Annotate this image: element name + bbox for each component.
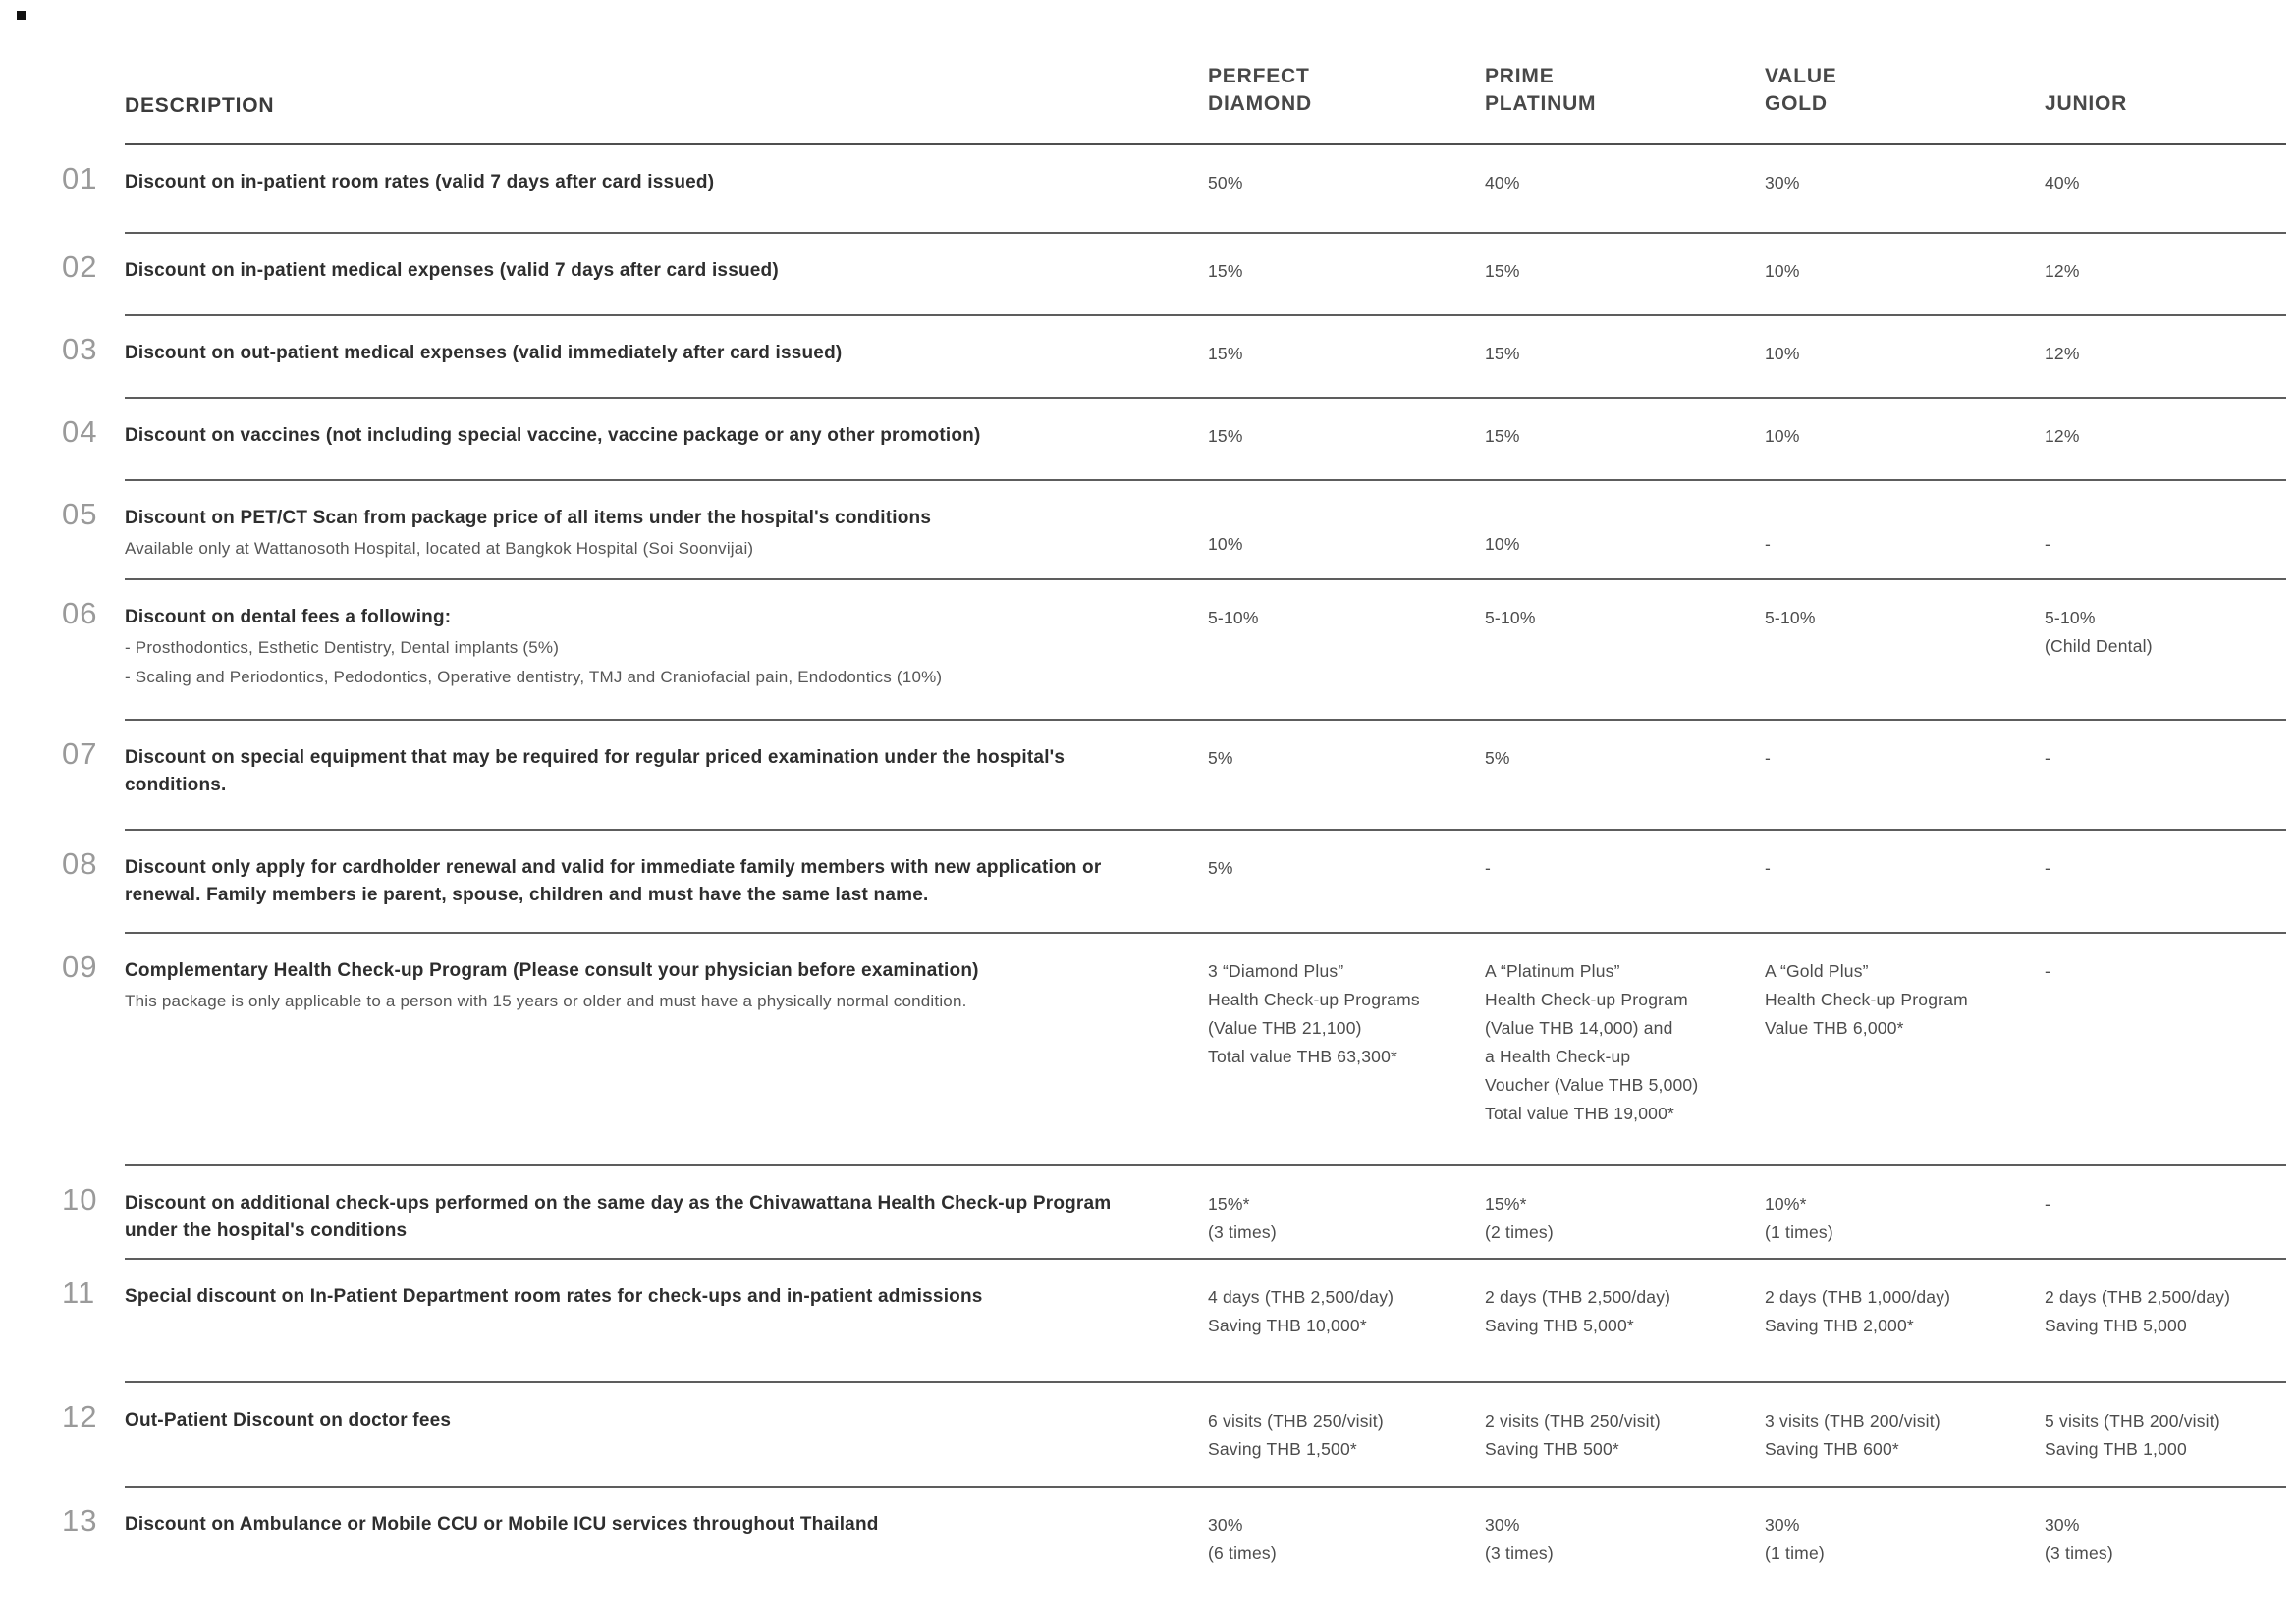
value-line: - bbox=[1485, 858, 1492, 878]
value-line: Health Check-up Program bbox=[1765, 990, 1968, 1009]
tier-value-cell-junior bbox=[2045, 505, 2286, 578]
value-line: (Child Dental) bbox=[2045, 636, 2153, 656]
row-subtext: - Prosthodontics, Esthetic Dentistry, Dental implants (5%) bbox=[125, 638, 560, 657]
value-line: Saving THB 1,000 bbox=[2045, 1439, 2187, 1459]
value-line: Health Check-up Program bbox=[1485, 990, 1688, 1009]
value-line: 5-10% bbox=[1765, 608, 1816, 627]
description-cell bbox=[62, 332, 1208, 397]
tier-value-cell-perfect-diamond bbox=[1208, 422, 1485, 479]
value-line: - bbox=[2045, 961, 2051, 981]
row-description: Out-Patient Discount on doctor fees bbox=[125, 1410, 452, 1431]
value-line: - bbox=[2045, 534, 2051, 554]
tier-value-cell-junior bbox=[2045, 854, 2286, 932]
tier-value-cell-value-gold bbox=[1765, 169, 2045, 232]
value-line: 5-10% bbox=[1485, 608, 1536, 627]
tier-value-cell-prime-platinum bbox=[1485, 854, 1765, 932]
tier-value-cell-perfect-diamond bbox=[1208, 854, 1485, 932]
tier-value-cell-junior bbox=[2045, 744, 2286, 829]
tier-value-cell-junior bbox=[2045, 340, 2286, 397]
table-row bbox=[62, 481, 2286, 580]
value-line: (Value THB 14,000) and bbox=[1485, 1018, 1673, 1038]
value-line: 30% bbox=[1485, 1515, 1520, 1535]
tier-value-cell-junior bbox=[2045, 1407, 2286, 1486]
value-line: 3 visits (THB 200/visit) bbox=[1765, 1411, 1941, 1431]
row-description: Complementary Health Check-up Program (Please consult your physician before examination) bbox=[125, 960, 979, 981]
row-description: Discount on in-patient room rates (valid 7 days after card issued) bbox=[125, 172, 715, 192]
row-description: Discount on in-patient medical expenses (valid 7 days after card issued) bbox=[125, 260, 779, 281]
tier-value-cell-junior bbox=[2045, 957, 2286, 1164]
value-line: 2 days (THB 2,500/day) bbox=[1485, 1287, 1671, 1307]
row-number: 13 bbox=[62, 1503, 98, 1538]
tier-value-cell-perfect-diamond bbox=[1208, 1511, 1485, 1615]
description-cell bbox=[62, 949, 1208, 1164]
tier-value-cell-value-gold bbox=[1765, 1190, 2045, 1258]
value-line: 30% bbox=[1765, 1515, 1800, 1535]
description-cell bbox=[62, 161, 1208, 232]
tier-value-cell-perfect-diamond bbox=[1208, 1190, 1485, 1258]
tier-header-value-gold: VALUE GOLD bbox=[1765, 65, 1837, 115]
description-cell bbox=[62, 497, 1208, 578]
table-row bbox=[62, 721, 2286, 831]
table-row bbox=[62, 934, 2286, 1166]
value-line: 15%* bbox=[1208, 1194, 1250, 1214]
table-row bbox=[62, 316, 2286, 399]
value-line: 3 “Diamond Plus” bbox=[1208, 961, 1344, 981]
value-line: Saving THB 600* bbox=[1765, 1439, 1899, 1459]
tier-header-junior: JUNIOR bbox=[2045, 92, 2128, 115]
value-line: 12% bbox=[2045, 261, 2080, 281]
table-row bbox=[62, 1260, 2286, 1383]
table-row bbox=[62, 580, 2286, 721]
value-line: A “Platinum Plus” bbox=[1485, 961, 1620, 981]
row-description: Special discount on In-Patient Department room rates for check-ups and in-patient admissions bbox=[125, 1286, 983, 1307]
value-line: 5-10% bbox=[1208, 608, 1259, 627]
table-header-row bbox=[125, 0, 2286, 145]
tier-value-cell-prime-platinum bbox=[1485, 257, 1765, 314]
row-number: 06 bbox=[62, 596, 98, 630]
tier-value-cell-value-gold bbox=[1765, 854, 2045, 932]
value-line: Saving THB 5,000 bbox=[2045, 1316, 2187, 1335]
value-line: 5% bbox=[1485, 748, 1510, 768]
tier-value-cell-perfect-diamond bbox=[1208, 257, 1485, 314]
value-line: (6 times) bbox=[1208, 1543, 1277, 1563]
value-line: 10% bbox=[1208, 534, 1243, 554]
row-number: 07 bbox=[62, 736, 98, 771]
print-corner-mark bbox=[17, 11, 26, 20]
value-line: 2 days (THB 2,500/day) bbox=[2045, 1287, 2231, 1307]
description-cell bbox=[62, 846, 1208, 932]
tier-value-cell-value-gold bbox=[1765, 744, 2045, 829]
table-row bbox=[62, 1488, 2286, 1615]
value-line: Saving THB 1,500* bbox=[1208, 1439, 1357, 1459]
tier-value-cell-value-gold bbox=[1765, 1283, 2045, 1381]
tier-value-cell-junior bbox=[2045, 422, 2286, 479]
value-line: 5-10% bbox=[2045, 608, 2096, 627]
value-line: 30% bbox=[2045, 1515, 2080, 1535]
tier-value-cell-perfect-diamond bbox=[1208, 604, 1485, 719]
value-line: Saving THB 10,000* bbox=[1208, 1316, 1367, 1335]
table-row bbox=[62, 145, 2286, 234]
value-line: (Value THB 21,100) bbox=[1208, 1018, 1362, 1038]
description-cell bbox=[62, 1275, 1208, 1381]
row-number: 02 bbox=[62, 249, 98, 284]
value-line: 5% bbox=[1208, 858, 1233, 878]
value-line: 40% bbox=[1485, 173, 1520, 192]
tier-value-cell-prime-platinum bbox=[1485, 169, 1765, 232]
tier-header-perfect-diamond: PERFECT DIAMOND bbox=[1208, 65, 1312, 115]
value-line: 4 days (THB 2,500/day) bbox=[1208, 1287, 1394, 1307]
tier-value-cell-value-gold bbox=[1765, 422, 2045, 479]
row-description: Discount on vaccines (not including special vaccine, vaccine package or any other promotion) bbox=[125, 425, 981, 446]
value-line: - bbox=[2045, 858, 2051, 878]
value-line: 5 visits (THB 200/visit) bbox=[2045, 1411, 2220, 1431]
table-row bbox=[62, 831, 2286, 934]
value-line: - bbox=[1765, 858, 1772, 878]
table-row bbox=[62, 234, 2286, 316]
value-line: Total value THB 63,300* bbox=[1208, 1047, 1398, 1066]
tier-value-cell-junior bbox=[2045, 604, 2286, 719]
value-line: 15% bbox=[1208, 344, 1243, 363]
tier-value-cell-prime-platinum bbox=[1485, 604, 1765, 719]
tier-value-cell-perfect-diamond bbox=[1208, 744, 1485, 829]
value-line: 15%* bbox=[1485, 1194, 1527, 1214]
tier-value-cell-prime-platinum bbox=[1485, 1511, 1765, 1615]
value-line: (2 times) bbox=[1485, 1222, 1554, 1242]
description-cell bbox=[62, 736, 1208, 829]
tier-value-cell-prime-platinum bbox=[1485, 1283, 1765, 1381]
tier-value-cell-prime-platinum bbox=[1485, 1190, 1765, 1258]
value-line: a Health Check-up bbox=[1485, 1047, 1631, 1066]
value-line: 30% bbox=[1208, 1515, 1243, 1535]
value-line: - bbox=[2045, 1194, 2051, 1214]
tier-value-cell-perfect-diamond bbox=[1208, 169, 1485, 232]
tier-value-cell-perfect-diamond bbox=[1208, 1407, 1485, 1486]
tier-header-prime-platinum: PRIME PLATINUM bbox=[1485, 65, 1597, 115]
value-line: (3 times) bbox=[1485, 1543, 1554, 1563]
tier-value-cell-prime-platinum bbox=[1485, 340, 1765, 397]
tier-value-cell-perfect-diamond bbox=[1208, 340, 1485, 397]
tier-value-cell-perfect-diamond bbox=[1208, 1283, 1485, 1381]
benefits-table bbox=[62, 0, 2286, 1615]
row-number: 01 bbox=[62, 161, 98, 195]
value-line: 10% bbox=[1765, 344, 1800, 363]
value-line: 10%* bbox=[1765, 1194, 1807, 1214]
tier-value-cell-value-gold bbox=[1765, 1511, 2045, 1615]
tier-value-cell-value-gold bbox=[1765, 957, 2045, 1164]
value-line: 12% bbox=[2045, 426, 2080, 446]
tier-value-cell-prime-platinum bbox=[1485, 505, 1765, 578]
description-cell bbox=[62, 414, 1208, 479]
description-cell bbox=[62, 1399, 1208, 1486]
table-row bbox=[62, 399, 2286, 481]
row-subtext: Available only at Wattanosoth Hospital, located at Bangkok Hospital (Soi Soonvijai) bbox=[125, 539, 754, 558]
row-number: 03 bbox=[62, 332, 98, 366]
row-description: Discount on out-patient medical expenses (valid immediately after card issued) bbox=[125, 343, 843, 363]
row-subtext: This package is only applicable to a person with 15 years or older and must have a physically normal condition. bbox=[125, 992, 967, 1010]
value-line: 2 days (THB 1,000/day) bbox=[1765, 1287, 1951, 1307]
row-number: 11 bbox=[62, 1275, 96, 1310]
value-line: - bbox=[1765, 534, 1772, 554]
table-row bbox=[62, 1166, 2286, 1260]
tier-value-cell-junior bbox=[2045, 1190, 2286, 1258]
tier-value-cell-value-gold bbox=[1765, 505, 2045, 578]
tier-value-cell-junior bbox=[2045, 1283, 2286, 1381]
tier-value-cell-prime-platinum bbox=[1485, 957, 1765, 1164]
value-line: Saving THB 5,000* bbox=[1485, 1316, 1634, 1335]
description-cell bbox=[62, 1182, 1208, 1258]
row-description: Discount on dental fees a following: bbox=[125, 607, 452, 627]
row-number: 08 bbox=[62, 846, 98, 881]
row-description: Discount on PET/CT Scan from package price of all items under the hospital's conditions bbox=[125, 508, 932, 528]
value-line: 15% bbox=[1208, 426, 1243, 446]
row-number: 05 bbox=[62, 497, 98, 531]
table-row bbox=[62, 1383, 2286, 1488]
row-number: 12 bbox=[62, 1399, 98, 1434]
value-line: Total value THB 19,000* bbox=[1485, 1104, 1675, 1123]
tier-value-cell-perfect-diamond bbox=[1208, 505, 1485, 578]
row-number: 09 bbox=[62, 949, 98, 984]
tier-value-cell-junior bbox=[2045, 1511, 2286, 1615]
value-line: Voucher (Value THB 5,000) bbox=[1485, 1075, 1699, 1095]
value-line: Saving THB 2,000* bbox=[1765, 1316, 1914, 1335]
value-line: (3 times) bbox=[2045, 1543, 2113, 1563]
tier-value-cell-value-gold bbox=[1765, 257, 2045, 314]
value-line: 2 visits (THB 250/visit) bbox=[1485, 1411, 1661, 1431]
value-line: A “Gold Plus” bbox=[1765, 961, 1869, 981]
value-line: - bbox=[1765, 748, 1772, 768]
value-line: 40% bbox=[2045, 173, 2080, 192]
row-description: Discount on Ambulance or Mobile CCU or Mobile ICU services throughout Thailand bbox=[125, 1514, 879, 1535]
row-number: 10 bbox=[62, 1182, 98, 1217]
row-description: Discount on additional check-ups performed on the same day as the Chivawattana Health Check-up Program under the hospital's conditions bbox=[125, 1193, 1112, 1241]
value-line: 6 visits (THB 250/visit) bbox=[1208, 1411, 1384, 1431]
value-line: 15% bbox=[1485, 426, 1520, 446]
value-line: 10% bbox=[1765, 261, 1800, 281]
value-line: Saving THB 500* bbox=[1485, 1439, 1619, 1459]
value-line: 15% bbox=[1208, 261, 1243, 281]
tier-value-cell-value-gold bbox=[1765, 604, 2045, 719]
tier-value-cell-prime-platinum bbox=[1485, 744, 1765, 829]
value-line: (3 times) bbox=[1208, 1222, 1277, 1242]
value-line: Health Check-up Programs bbox=[1208, 990, 1420, 1009]
row-number: 04 bbox=[62, 414, 98, 449]
tier-value-cell-value-gold bbox=[1765, 340, 2045, 397]
tier-value-cell-junior bbox=[2045, 257, 2286, 314]
tier-value-cell-value-gold bbox=[1765, 1407, 2045, 1486]
row-description: Discount on special equipment that may be required for regular priced examination under the hospital's conditions. bbox=[125, 747, 1066, 795]
value-line: 15% bbox=[1485, 261, 1520, 281]
value-line: 12% bbox=[2045, 344, 2080, 363]
value-line: 5% bbox=[1208, 748, 1233, 768]
row-description: Discount only apply for cardholder renewal and valid for immediate family members with new application or renewal. Family members ie parent, spouse, children and must have the same last name. bbox=[125, 857, 1102, 905]
tier-value-cell-perfect-diamond bbox=[1208, 957, 1485, 1164]
value-line: 10% bbox=[1485, 534, 1520, 554]
tier-value-cell-junior bbox=[2045, 169, 2286, 232]
tier-value-cell-prime-platinum bbox=[1485, 1407, 1765, 1486]
description-cell bbox=[62, 596, 1208, 719]
value-line: 30% bbox=[1765, 173, 1800, 192]
row-subtext: - Scaling and Periodontics, Pedodontics, Operative dentistry, TMJ and Craniofacial pain, Endodontics (10%) bbox=[125, 668, 943, 686]
value-line: (1 times) bbox=[1765, 1222, 1833, 1242]
tier-value-cell-prime-platinum bbox=[1485, 422, 1765, 479]
value-line: - bbox=[2045, 748, 2051, 768]
value-line: 15% bbox=[1485, 344, 1520, 363]
value-line: Value THB 6,000* bbox=[1765, 1018, 1904, 1038]
table-body bbox=[62, 145, 2286, 1615]
description-cell bbox=[62, 1503, 1208, 1615]
value-line: 50% bbox=[1208, 173, 1243, 192]
description-column-header: DESCRIPTION bbox=[125, 94, 275, 117]
value-line: (1 time) bbox=[1765, 1543, 1825, 1563]
description-cell bbox=[62, 249, 1208, 314]
value-line: 10% bbox=[1765, 426, 1800, 446]
